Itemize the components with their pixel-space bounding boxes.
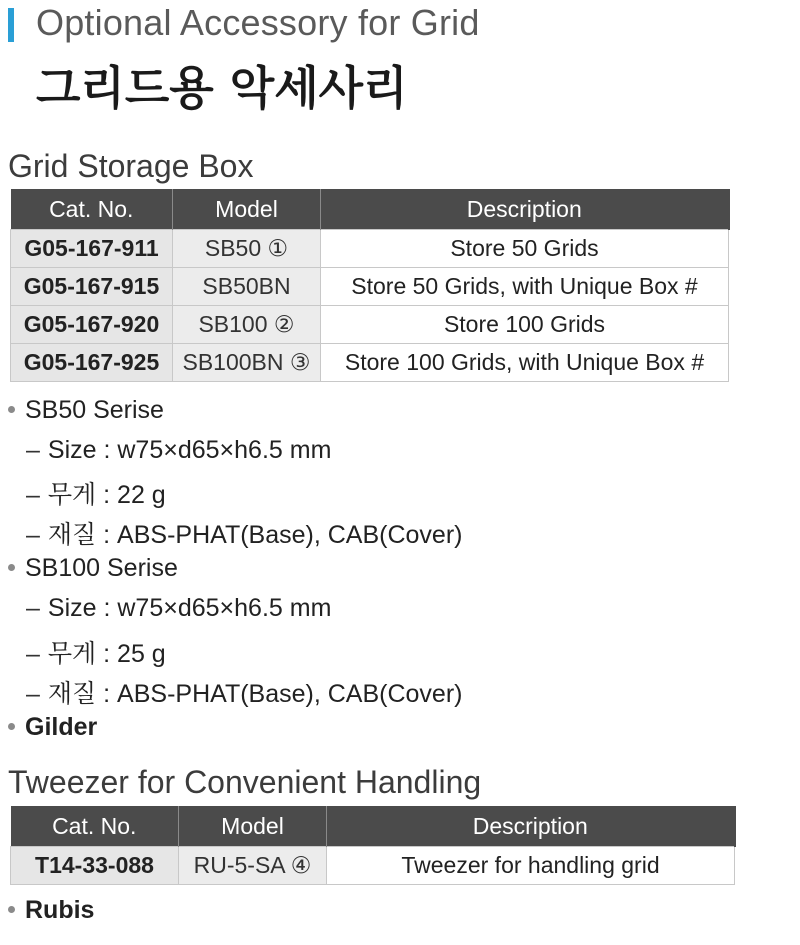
cat-no-cell: G05-167-915	[11, 268, 173, 306]
spec-material: 재질 : ABS-PHAT(Base), CAB(Cover)	[47, 521, 463, 549]
column-header-description: Description	[327, 806, 735, 847]
maker-rubis	[8, 896, 94, 925]
spec-size: Size : w75×d65×h6.5 mm	[47, 436, 332, 464]
bullet-icon	[8, 406, 15, 413]
bullet-icon	[8, 564, 15, 571]
spec-line: – 무게 : 22 g	[26, 481, 166, 509]
column-header-model: Model	[179, 806, 327, 847]
table-row	[11, 344, 729, 382]
series-item-sb50	[8, 396, 164, 425]
spec-line: – 재질 : ABS-PHAT(Base), CAB(Cover)	[26, 680, 463, 708]
cat-no-cell: G05-167-920	[11, 306, 173, 344]
description-cell: Tweezer for handling grid	[327, 847, 735, 885]
model-cell: RU-5-SA ④	[179, 847, 327, 885]
series-name: SB100 Serise	[25, 554, 178, 582]
description-cell: Store 100 Grids	[321, 306, 729, 344]
bullet-icon	[8, 723, 15, 730]
spec-line: – 재질 : ABS-PHAT(Base), CAB(Cover)	[26, 521, 463, 549]
cat-no-cell: G05-167-925	[11, 344, 173, 382]
bullet-icon	[8, 906, 15, 913]
spec-line: – Size : w75×d65×h6.5 mm	[26, 594, 332, 622]
model-cell: SB100 ②	[173, 306, 321, 344]
table-row	[11, 847, 735, 885]
page-title-english: Optional Accessory for Grid	[36, 2, 480, 43]
tweezer-table	[10, 806, 736, 885]
page-title-korean: 그리드용 악세사리	[36, 61, 408, 115]
spec-material: 재질 : ABS-PHAT(Base), CAB(Cover)	[47, 680, 463, 708]
spec-line: – Size : w75×d65×h6.5 mm	[26, 436, 332, 464]
series-name: SB50 Serise	[25, 396, 164, 424]
column-header-cat-no: Cat. No.	[11, 806, 179, 847]
spec-size: Size : w75×d65×h6.5 mm	[47, 594, 332, 622]
model-cell: SB100BN ③	[173, 344, 321, 382]
column-header-description: Description	[321, 189, 729, 230]
table-row	[11, 306, 729, 344]
maker-gilder	[8, 713, 97, 742]
table-row	[11, 230, 729, 268]
maker-name: Rubis	[25, 896, 95, 924]
spec-weight: 무게 : 22 g	[47, 481, 166, 509]
storage-box-table	[10, 189, 730, 382]
series-item-sb100	[8, 554, 178, 583]
spec-weight: 무게 : 25 g	[47, 640, 166, 668]
table-row	[11, 268, 729, 306]
description-cell: Store 100 Grids, with Unique Box #	[321, 344, 729, 382]
section-title-storage-box: Grid Storage Box	[8, 148, 254, 184]
column-header-cat-no: Cat. No.	[11, 189, 173, 230]
table-header-row	[11, 806, 735, 847]
title-accent-bar	[8, 8, 14, 42]
column-header-model: Model	[173, 189, 321, 230]
maker-name: Gilder	[25, 713, 98, 741]
description-cell: Store 50 Grids	[321, 230, 729, 268]
description-cell: Store 50 Grids, with Unique Box #	[321, 268, 729, 306]
cat-no-cell: T14-33-088	[11, 847, 179, 885]
table-header-row	[11, 189, 729, 230]
spec-line: – 무게 : 25 g	[26, 640, 166, 668]
cat-no-cell: G05-167-911	[11, 230, 173, 268]
model-cell: SB50 ①	[173, 230, 321, 268]
model-cell: SB50BN	[173, 268, 321, 306]
section-title-tweezer: Tweezer for Convenient Handling	[8, 764, 482, 800]
